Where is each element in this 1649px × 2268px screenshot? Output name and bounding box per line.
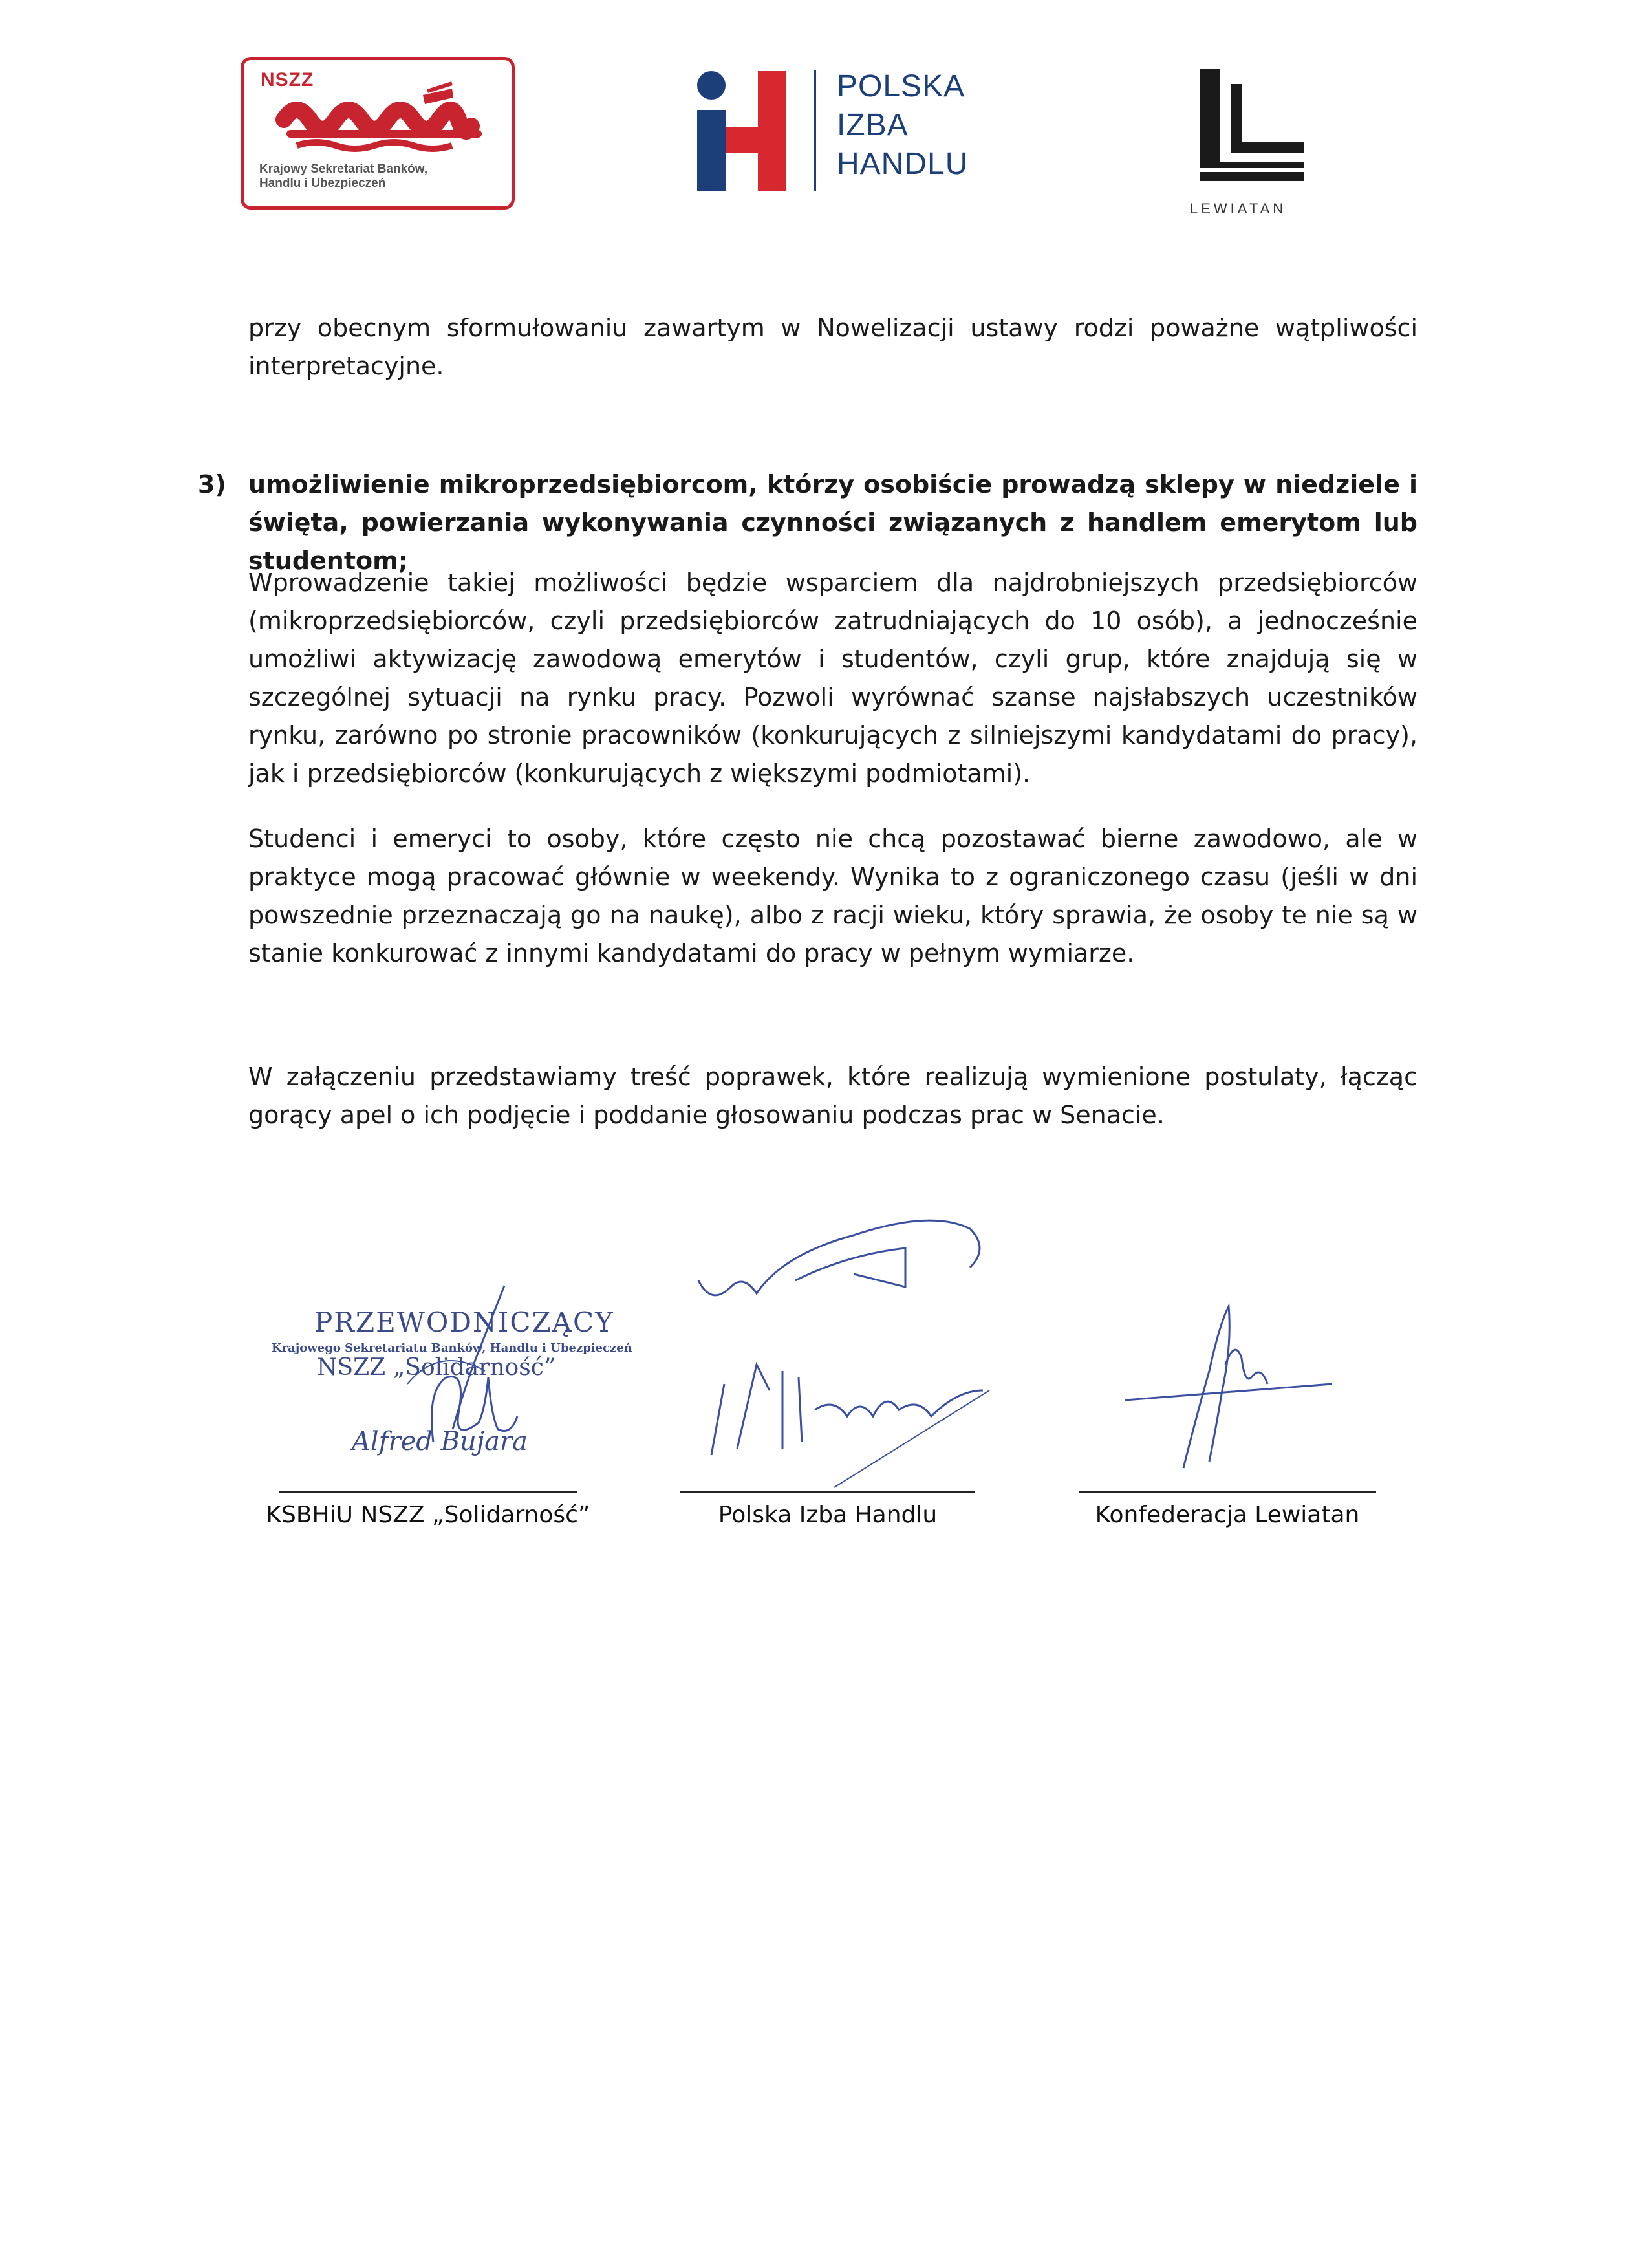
- solidarnosc-wordmark-icon: [258, 74, 504, 165]
- pih-line3: HANDLU: [837, 147, 969, 181]
- lewiatan-logo: [1174, 65, 1317, 226]
- pih-mark-icon: [693, 67, 810, 197]
- stamp-line4: Alfred Bujara: [352, 1427, 528, 1456]
- polska-izba-handlu-logo: [693, 67, 991, 197]
- chairman-stamp: [272, 1280, 634, 1474]
- stamp-line3: NSZZ „Solidarność”: [317, 1354, 556, 1381]
- solidarnosc-logo-abbr: NSZZ: [261, 69, 314, 91]
- item-heading: umożliwienie mikroprzedsiębiorcom, którzy osobiście prowadzą sklepy w niedziele i święta, powierzania wykonywania czynności związanych z handlem emerytom lub studentom;: [248, 470, 1417, 575]
- pih-line1: POLSKA: [837, 69, 965, 103]
- solidarnosc-subtitle-line1: Krajowy Sekretariat Banków,: [259, 162, 428, 176]
- stamp-line1: PRZEWODNICZĄCY: [314, 1306, 614, 1338]
- paragraph-2: Studenci i emeryci to osoby, które często nie chcą pozostawać bierne zawodowo, ale w praktyce mogą pracować głównie w weekendy. Wynika to z ograniczonego czasu (jeśli w dni powszednie przeznaczają go na naukę), albo z racji wieku, który sprawia, że osoby te nie są w stanie konkurować z innymi kandydatami do pracy w pełnym wymiarze.: [248, 825, 1417, 967]
- solidarnosc-subtitle-line2: Handlu i Ubezpieczeń: [259, 177, 386, 190]
- closing-paragraph: W załączeniu przedstawiamy treść poprawek, które realizują wymienione postulaty, łącząc gorący apel o ich podjęcie i poddanie głosowaniu podczas prac w Senacie.: [248, 1063, 1417, 1129]
- signature-2-icon: [685, 1196, 1022, 1494]
- pih-divider: [814, 70, 816, 191]
- signature-line-1: [279, 1491, 577, 1493]
- signature-label-2: Polska Izba Handlu: [718, 1502, 938, 1528]
- lewiatan-logo-label: LEWIATAN: [1190, 200, 1287, 217]
- signature-line-3: [1079, 1491, 1376, 1493]
- signature-1-icon: [272, 1280, 634, 1474]
- signature-line-2: [680, 1491, 975, 1493]
- item-number: 3): [198, 470, 226, 499]
- pih-logo-text: [837, 67, 968, 184]
- solidarnosc-logo-subtitle: [259, 162, 505, 191]
- signature-3-icon: [1112, 1287, 1345, 1481]
- intro-paragraph: przy obecnym sformułowaniu zawartym w Nowelizacji ustawy rodzi poważne wątpliwości interpretacyjne.: [248, 314, 1417, 380]
- stamp-line2: Krajowego Sekretariatu Banków, Handlu i Ubezpieczeń: [272, 1341, 632, 1355]
- solidarnosc-logo: [241, 57, 515, 210]
- paragraph-1: Wprowadzenie takiej możliwości będzie wsparciem dla najdrobniejszych przedsiębiorców (mikroprzedsiębiorców, czyli przedsiębiorców zatrudniających do 10 osób), a jednocześnie umożliwi aktywizację zawodową emerytów i studentów, czyli grup, które znajdują się w szczególnej sytuacji na rynku pracy. Pozwoli wyrównać szanse najsłabszych uczestników rynku, zarówno po stronie pracowników (konkurujących z silniejszymi kandydatami do pracy), jak i przedsiębiorców (konkurujących z większymi podmiotami).: [248, 568, 1417, 788]
- signature-label-3: Konfederacja Lewiatan: [1095, 1502, 1360, 1528]
- pih-line2: IZBA: [837, 108, 909, 142]
- lewiatan-mark-icon: [1174, 65, 1317, 194]
- signature-label-1: KSBHiU NSZZ „Solidarność”: [266, 1502, 590, 1528]
